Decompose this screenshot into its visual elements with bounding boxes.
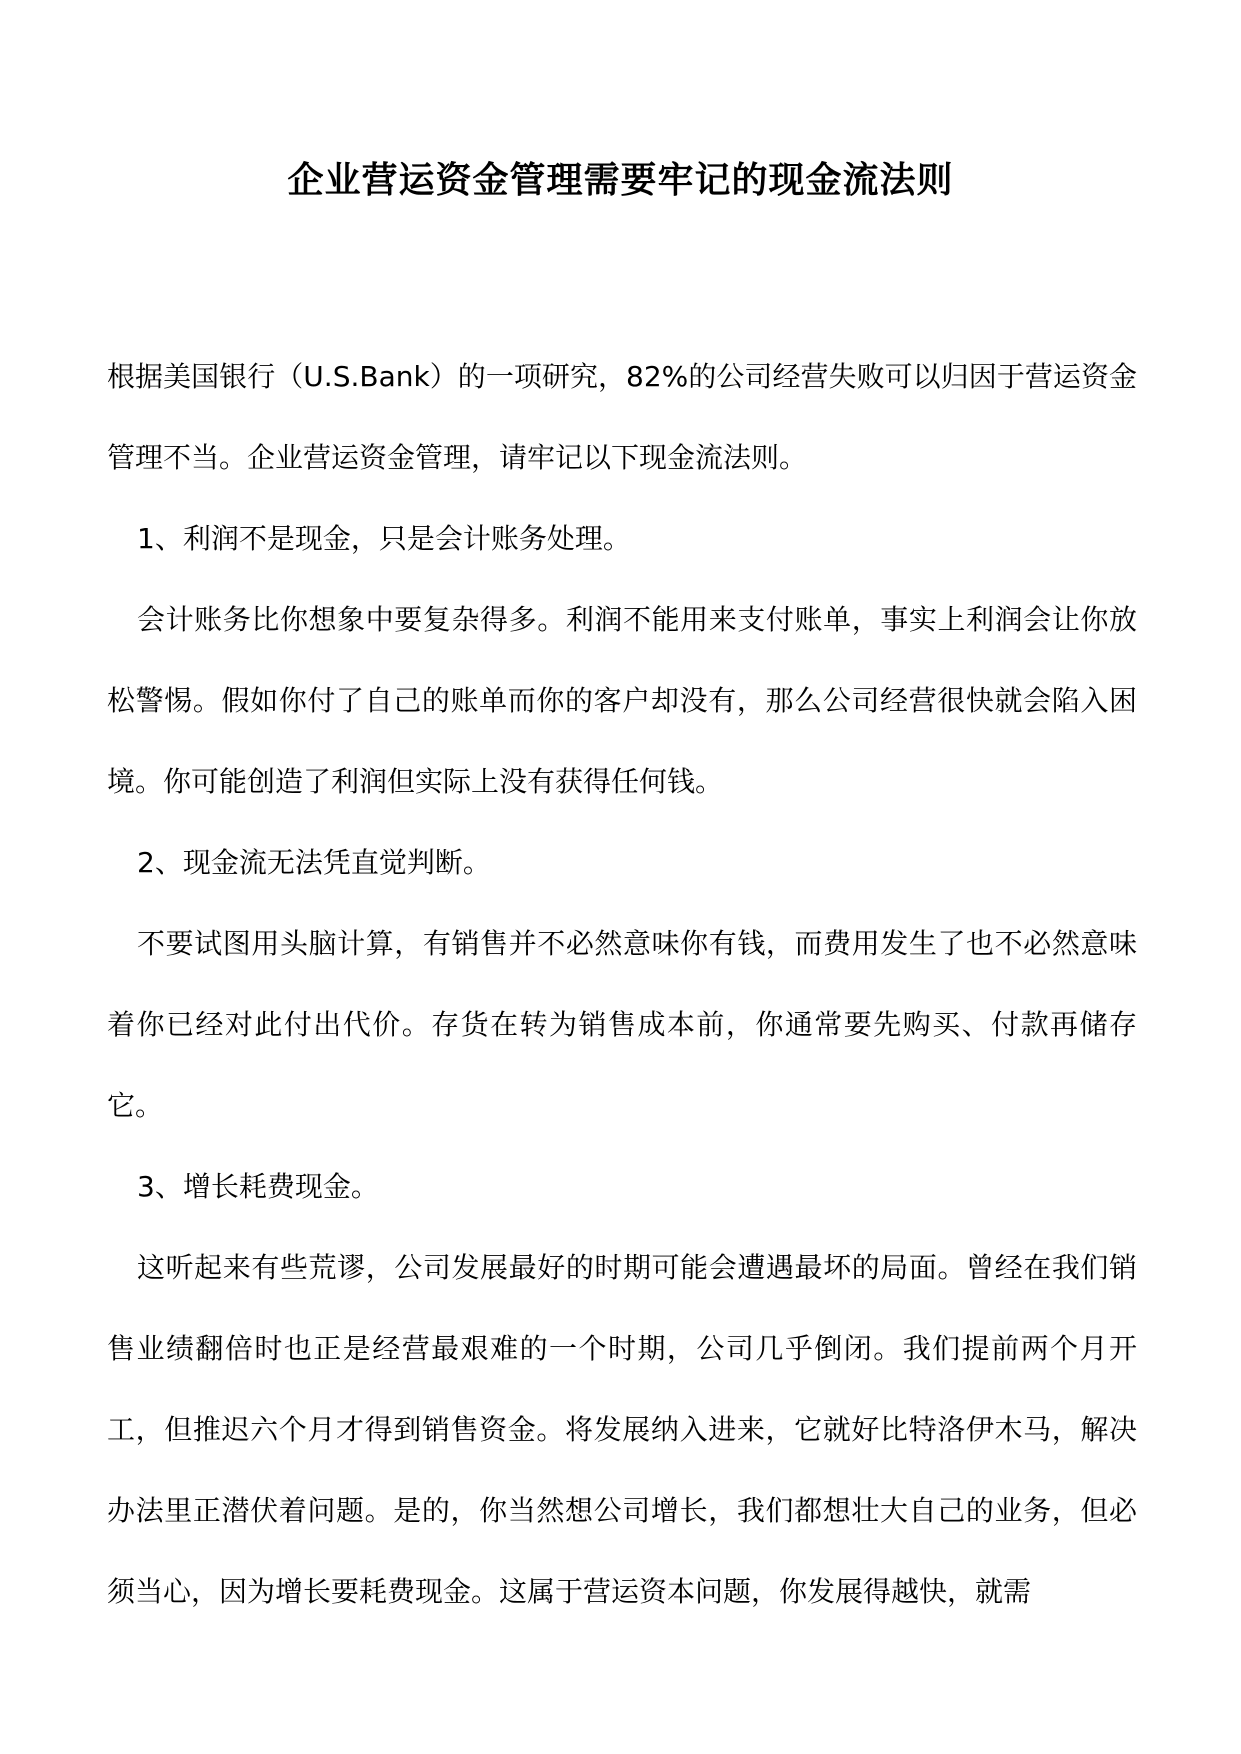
paragraph-heading-3: 3、增长耗费现金。 [137,1170,379,1203]
paragraph-intro: 根据美国银行（U.S.Bank）的一项研究，82%的公司经营失败可以归因于营运资金管理不当。企业营运资金管理，请牢记以下现金流法则。 [107,360,1137,474]
paragraph-heading-2: 2、现金流无法凭直觉判断。 [137,846,491,879]
document-body [107,336,1137,1632]
paragraph-body-1: 会计账务比你想象中要复杂得多。利润不能用来支付账单，事实上利润会让你放松警惕。假如你付了自己的账单而你的客户却没有，那么公司经营很快就会陷入困境。你可能创造了利润但实际上没有获得任何钱。 [107,603,1137,798]
paragraph-heading-1: 1、利润不是现金，只是会计账务处理。 [137,522,631,555]
paragraph-body-3: 这听起来有些荒谬，公司发展最好的时期可能会遭遇最坏的局面。曾经在我们销售业绩翻倍时也正是经营最艰难的一个时期，公司几乎倒闭。我们提前两个月开工，但推迟六个月才得到销售资金。将发展纳入进来，它就好比特洛伊木马，解决办法里正潜伏着问题。是的，你当然想公司增长，我们都想壮大自己的业务，但必须当心，因为增长要耗费现金。这属于营运资本问题，你发展得越快，就需 [107,1251,1137,1608]
paragraph-body-2: 不要试图用头脑计算，有销售并不必然意味你有钱，而费用发生了也不必然意味着你已经对此付出代价。存货在转为销售成本前，你通常要先购买、付款再储存它。 [107,927,1137,1122]
document-title: 企业营运资金管理需要牢记的现金流法则 [287,159,954,201]
